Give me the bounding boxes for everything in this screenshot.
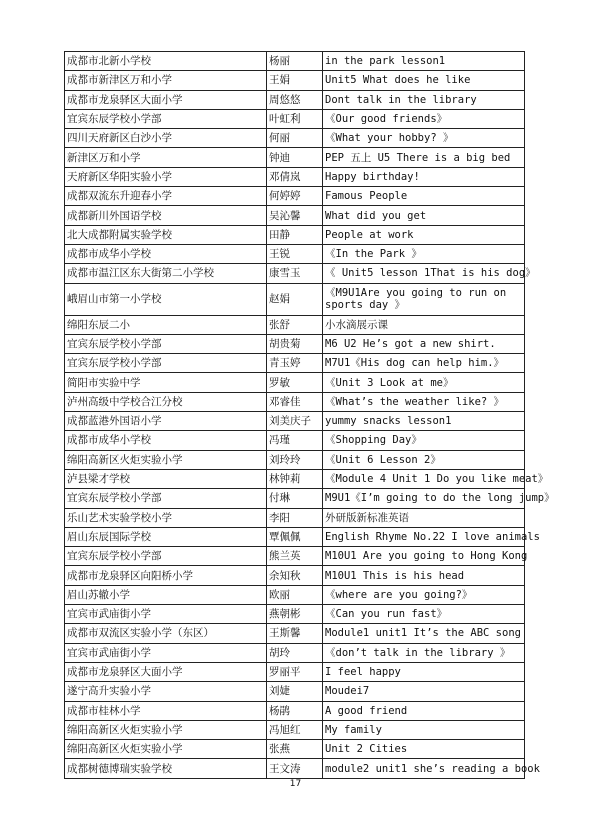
topic-cell: module2 unit1 she’s reading a book: [323, 759, 525, 778]
table-row: [65, 373, 525, 392]
page-number: 17: [289, 779, 302, 789]
table-row: [65, 759, 525, 778]
topic-cell: Moudei7: [323, 682, 525, 701]
teacher-cell: 李阳: [267, 508, 323, 527]
teacher-cell: 林钟莉: [267, 469, 323, 488]
table-row: [65, 334, 525, 353]
topic-cell: 小水滴展示课: [323, 315, 525, 334]
topic-cell: 《What’s the weather like? 》: [323, 392, 525, 411]
table-row: [65, 315, 525, 334]
topic-cell: My family: [323, 720, 525, 739]
topic-cell: Dont talk in the library: [323, 90, 525, 109]
topic-cell: Famous People: [323, 187, 525, 206]
table-row: [65, 527, 525, 546]
teacher-cell: 康雪玉: [267, 264, 323, 283]
topic-cell: in the park lesson1: [323, 52, 525, 71]
teacher-cell: 燕朝彬: [267, 605, 323, 624]
topic-cell: 外研版新标准英语: [323, 508, 525, 527]
topic-cell: What did you get: [323, 206, 525, 225]
topic-cell: 《where are you going?》: [323, 585, 525, 604]
table-row: [65, 225, 525, 244]
topic-cell: M9U1《I’m going to do the long jump》: [323, 489, 525, 508]
school-cell: 眉山苏辙小学: [65, 585, 267, 604]
table-row: [65, 566, 525, 585]
school-cell: 新津区万和小学: [65, 148, 267, 167]
table-row: [65, 682, 525, 701]
topic-cell: M6 U2 He’s got a new shirt.: [323, 334, 525, 353]
topic-cell: A good friend: [323, 701, 525, 720]
topic-cell: 《Can you run fast》: [323, 605, 525, 624]
teacher-cell: 何婷婷: [267, 187, 323, 206]
teacher-cell: 王文涛: [267, 759, 323, 778]
topic-cell: 《Unit 3 Look at me》: [323, 373, 525, 392]
topic-cell: 《Our good friends》: [323, 109, 525, 128]
school-cell: 绵阳东辰二小: [65, 315, 267, 334]
table-row: [65, 109, 525, 128]
school-cell: 四川天府新区白沙小学: [65, 129, 267, 148]
school-cell: 绵阳高新区火炬实验小学: [65, 450, 267, 469]
teacher-cell: 余知秋: [267, 566, 323, 585]
school-cell: 成都新川外国语学校: [65, 206, 267, 225]
teacher-cell: 王娟: [267, 71, 323, 90]
topic-cell: 《What your hobby? 》: [323, 129, 525, 148]
school-cell: 眉山东辰国际学校: [65, 527, 267, 546]
table-row: [65, 624, 525, 643]
teacher-cell: 欧丽: [267, 585, 323, 604]
school-cell: 成都市成华小学校: [65, 244, 267, 263]
school-cell: 宜宾东辰学校小学部: [65, 354, 267, 373]
teacher-cell: 青玉婷: [267, 354, 323, 373]
school-cell: 宜宾东辰学校小学部: [65, 547, 267, 566]
school-cell: 成都市龙泉驿区大面小学: [65, 662, 267, 681]
school-cell: 成都市温江区东大街第二小学校: [65, 264, 267, 283]
school-cell: 成都市成华小学校: [65, 431, 267, 450]
table-row: [65, 244, 525, 263]
topic-cell: People at work: [323, 225, 525, 244]
teacher-cell: 吴沁馨: [267, 206, 323, 225]
teacher-cell: 张燕: [267, 740, 323, 759]
school-cell: 宜宾市武庙街小学: [65, 605, 267, 624]
table-row: [65, 643, 525, 662]
school-cell: 宜宾东辰学校小学部: [65, 334, 267, 353]
topic-cell: English Rhyme No.22 I love animals: [323, 527, 525, 546]
topic-cell: yummy snacks lesson1: [323, 412, 525, 431]
topic-cell: 《Unit 6 Lesson 2》: [323, 450, 525, 469]
table-row: [65, 720, 525, 739]
table-row: [65, 740, 525, 759]
table-row: [65, 90, 525, 109]
teacher-cell: 张舒: [267, 315, 323, 334]
school-cell: 绵阳高新区火炬实验小学: [65, 740, 267, 759]
table-row: [65, 489, 525, 508]
teacher-cell: 冯瑾: [267, 431, 323, 450]
topic-cell: M10U1 This is his head: [323, 566, 525, 585]
table-row: [65, 605, 525, 624]
teacher-cell: 熊兰英: [267, 547, 323, 566]
teacher-cell: 杨鹃: [267, 701, 323, 720]
table-row: [65, 431, 525, 450]
teacher-cell: 田静: [267, 225, 323, 244]
school-cell: 成都市北新小学校: [65, 52, 267, 71]
table-row: [65, 167, 525, 186]
topic-cell: I feel happy: [323, 662, 525, 681]
topic-cell: Module1 unit1 It’s the ABC song: [323, 624, 525, 643]
table-row: [65, 206, 525, 225]
table-row: [65, 392, 525, 411]
school-cell: 成都双流东升迎春小学: [65, 187, 267, 206]
teacher-cell: 何丽: [267, 129, 323, 148]
topic-cell: Happy birthday!: [323, 167, 525, 186]
school-cell: 天府新区华阳实验小学: [65, 167, 267, 186]
school-cell: 成都市桂林小学: [65, 701, 267, 720]
teacher-cell: 杨丽: [267, 52, 323, 71]
table-row: [65, 469, 525, 488]
school-cell: 成都市龙泉驿区向阳桥小学: [65, 566, 267, 585]
teacher-cell: 周悠悠: [267, 90, 323, 109]
table-row: [65, 508, 525, 527]
table-row: [65, 283, 525, 315]
teacher-cell: 胡玲: [267, 643, 323, 662]
teacher-cell: 王锐: [267, 244, 323, 263]
table-row: [65, 129, 525, 148]
school-cell: 遂宁高升实验小学: [65, 682, 267, 701]
teacher-cell: 罗丽平: [267, 662, 323, 681]
results-table-body: [65, 52, 555, 779]
table-row: [65, 412, 525, 431]
teacher-cell: 刘玲玲: [267, 450, 323, 469]
school-cell: 成都蓝港外国语小学: [65, 412, 267, 431]
teacher-cell: 覃佩佩: [267, 527, 323, 546]
topic-cell: 《 Unit5 lesson 1That is his dog》: [323, 264, 525, 283]
teacher-cell: 胡贵菊: [267, 334, 323, 353]
topic-cell: 《M9U1Are you going to run on sports day 》: [323, 283, 525, 315]
table-row: [65, 547, 525, 566]
topic-cell: 《In the Park 》: [323, 244, 525, 263]
teacher-cell: 刘美庆子: [267, 412, 323, 431]
topic-cell: PEP 五上 U5 There is a big bed: [323, 148, 525, 167]
school-cell: 宜宾东辰学校小学部: [65, 109, 267, 128]
teacher-cell: 冯旭红: [267, 720, 323, 739]
topic-cell: Unit 2 Cities: [323, 740, 525, 759]
school-cell: 宜宾市武庙街小学: [65, 643, 267, 662]
school-cell: 成都市双流区实验小学（东区）: [65, 624, 267, 643]
table-row: [65, 585, 525, 604]
topic-cell: 《Module 4 Unit 1 Do you like meat》: [323, 469, 525, 488]
teacher-cell: 叶虹利: [267, 109, 323, 128]
table-row: [65, 148, 525, 167]
school-cell: 成都市龙泉驿区大面小学: [65, 90, 267, 109]
teacher-cell: 罗敏: [267, 373, 323, 392]
table-row: [65, 187, 525, 206]
table-row: [65, 264, 525, 283]
school-cell: 成都树德博瑞实验学校: [65, 759, 267, 778]
teacher-cell: 邓倩岚: [267, 167, 323, 186]
table-row: [65, 354, 525, 373]
table-row: [65, 71, 525, 90]
table-row: [65, 701, 525, 720]
results-table: [64, 51, 555, 779]
table-row: [65, 450, 525, 469]
topic-cell: M7U1《His dog can help him.》: [323, 354, 525, 373]
topic-cell: 《Shopping Day》: [323, 431, 525, 450]
teacher-cell: 王斯馨: [267, 624, 323, 643]
school-cell: 简阳市实验中学: [65, 373, 267, 392]
topic-cell: Unit5 What does he like: [323, 71, 525, 90]
school-cell: 乐山艺术实验学校小学: [65, 508, 267, 527]
table-row: [65, 52, 525, 71]
school-cell: 宜宾东辰学校小学部: [65, 489, 267, 508]
teacher-cell: 钟迪: [267, 148, 323, 167]
topic-cell: 《don’t talk in the library 》: [323, 643, 525, 662]
table-row: [65, 662, 525, 681]
teacher-cell: 邓睿佳: [267, 392, 323, 411]
teacher-cell: 付琳: [267, 489, 323, 508]
teacher-cell: 赵娟: [267, 283, 323, 315]
school-cell: 绵阳高新区火炬实验小学: [65, 720, 267, 739]
school-cell: 峨眉山市第一小学校: [65, 283, 267, 315]
school-cell: 泸县梁才学校: [65, 469, 267, 488]
school-cell: 成都市新津区万和小学: [65, 71, 267, 90]
school-cell: 北大成都附属实验学校: [65, 225, 267, 244]
school-cell: 泸州高级中学校合江分校: [65, 392, 267, 411]
topic-cell: M10U1 Are you going to Hong Kong: [323, 547, 525, 566]
teacher-cell: 刘婕: [267, 682, 323, 701]
